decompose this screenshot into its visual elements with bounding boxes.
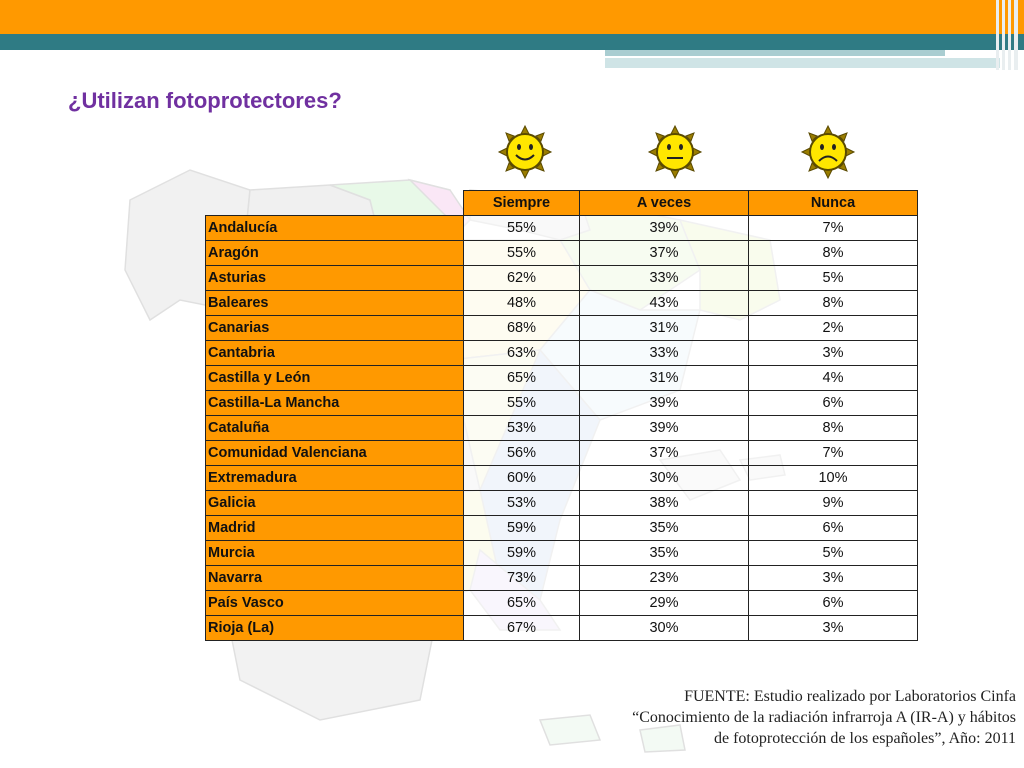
source-line-3: de fotoprotección de los españoles”, Año: 2011 — [714, 730, 1016, 747]
siempre-cell: 55% — [464, 391, 580, 416]
siempre-cell: 59% — [464, 516, 580, 541]
top-light-bar — [605, 50, 945, 56]
a-veces-cell: 31% — [580, 366, 749, 391]
a-veces-cell: 35% — [580, 541, 749, 566]
source-line-2: “Conocimiento de la radiación infrarroja A (IR-A) y hábitos — [632, 709, 1016, 726]
nunca-cell: 8% — [749, 241, 918, 266]
table-row — [206, 466, 918, 491]
nunca-cell: 9% — [749, 491, 918, 516]
region-cell: Castilla y León — [206, 366, 464, 391]
region-cell: Navarra — [206, 566, 464, 591]
a-veces-cell: 29% — [580, 591, 749, 616]
siempre-cell: 63% — [464, 341, 580, 366]
a-veces-cell: 31% — [580, 316, 749, 341]
siempre-cell: 48% — [464, 291, 580, 316]
siempre-cell: 55% — [464, 241, 580, 266]
siempre-cell: 59% — [464, 541, 580, 566]
table-row — [206, 441, 918, 466]
region-cell: Cantabria — [206, 341, 464, 366]
nunca-cell: 3% — [749, 341, 918, 366]
siempre-cell: 65% — [464, 366, 580, 391]
region-cell: Castilla-La Mancha — [206, 391, 464, 416]
region-cell: País Vasco — [206, 591, 464, 616]
siempre-cell: 62% — [464, 266, 580, 291]
siempre-cell: 73% — [464, 566, 580, 591]
a-veces-cell: 37% — [580, 241, 749, 266]
top-orange-bar — [0, 0, 1024, 34]
a-veces-cell: 23% — [580, 566, 749, 591]
nunca-cell: 7% — [749, 441, 918, 466]
region-cell: Aragón — [206, 241, 464, 266]
nunca-cell: 5% — [749, 266, 918, 291]
table-row — [206, 616, 918, 641]
table-row — [206, 316, 918, 341]
a-veces-cell: 30% — [580, 466, 749, 491]
nunca-cell: 6% — [749, 591, 918, 616]
region-cell: Murcia — [206, 541, 464, 566]
happy-sun-icon — [497, 124, 553, 180]
region-cell: Galicia — [206, 491, 464, 516]
table-row — [206, 241, 918, 266]
a-veces-cell: 39% — [580, 416, 749, 441]
region-cell: Comunidad Valenciana — [206, 441, 464, 466]
siempre-cell: 65% — [464, 591, 580, 616]
nunca-cell: 3% — [749, 566, 918, 591]
a-veces-cell: 33% — [580, 341, 749, 366]
header-nunca: Nunca — [749, 191, 918, 216]
table-row — [206, 366, 918, 391]
header-siempre: Siempre — [464, 191, 580, 216]
a-veces-cell: 38% — [580, 491, 749, 516]
header-a-veces: A veces — [580, 191, 749, 216]
top-teal-bar — [0, 34, 1024, 50]
region-cell: Cataluña — [206, 416, 464, 441]
region-cell: Baleares — [206, 291, 464, 316]
a-veces-cell: 37% — [580, 441, 749, 466]
neutral-sun-icon — [647, 124, 703, 180]
region-cell: Madrid — [206, 516, 464, 541]
nunca-cell: 10% — [749, 466, 918, 491]
table-row — [206, 516, 918, 541]
a-veces-cell: 43% — [580, 291, 749, 316]
table-row — [206, 216, 918, 241]
table-header-row — [206, 191, 918, 216]
nunca-cell: 7% — [749, 216, 918, 241]
nunca-cell: 4% — [749, 366, 918, 391]
siempre-cell: 56% — [464, 441, 580, 466]
nunca-cell: 6% — [749, 516, 918, 541]
table-row — [206, 341, 918, 366]
nunca-cell: 8% — [749, 291, 918, 316]
table-row — [206, 291, 918, 316]
table-row — [206, 266, 918, 291]
nunca-cell: 8% — [749, 416, 918, 441]
siempre-cell: 53% — [464, 491, 580, 516]
region-cell: Canarias — [206, 316, 464, 341]
a-veces-cell: 39% — [580, 391, 749, 416]
source-line-1: FUENTE: Estudio realizado por Laboratorios Cinfa — [684, 688, 1016, 705]
siempre-cell: 53% — [464, 416, 580, 441]
a-veces-cell: 33% — [580, 266, 749, 291]
nunca-cell: 2% — [749, 316, 918, 341]
siempre-cell: 60% — [464, 466, 580, 491]
nunca-cell: 3% — [749, 616, 918, 641]
a-veces-cell: 35% — [580, 516, 749, 541]
region-cell: Andalucía — [206, 216, 464, 241]
header-blank — [206, 191, 464, 216]
table-row — [206, 541, 918, 566]
sunscreen-usage-table — [205, 190, 918, 641]
table-row — [206, 416, 918, 441]
siempre-cell: 67% — [464, 616, 580, 641]
a-veces-cell: 30% — [580, 616, 749, 641]
table-row — [206, 566, 918, 591]
table-row — [206, 491, 918, 516]
siempre-cell: 55% — [464, 216, 580, 241]
nunca-cell: 6% — [749, 391, 918, 416]
region-cell: Extremadura — [206, 466, 464, 491]
region-cell: Asturias — [206, 266, 464, 291]
page-title: ¿Utilizan fotoprotectores? — [68, 88, 342, 113]
table-row — [206, 591, 918, 616]
source-note — [546, 686, 1016, 749]
top-light-bar-2 — [605, 58, 1000, 68]
sad-sun-icon — [800, 124, 856, 180]
region-cell: Rioja (La) — [206, 616, 464, 641]
right-stripes — [996, 0, 1024, 70]
nunca-cell: 5% — [749, 541, 918, 566]
siempre-cell: 68% — [464, 316, 580, 341]
table-row — [206, 391, 918, 416]
a-veces-cell: 39% — [580, 216, 749, 241]
